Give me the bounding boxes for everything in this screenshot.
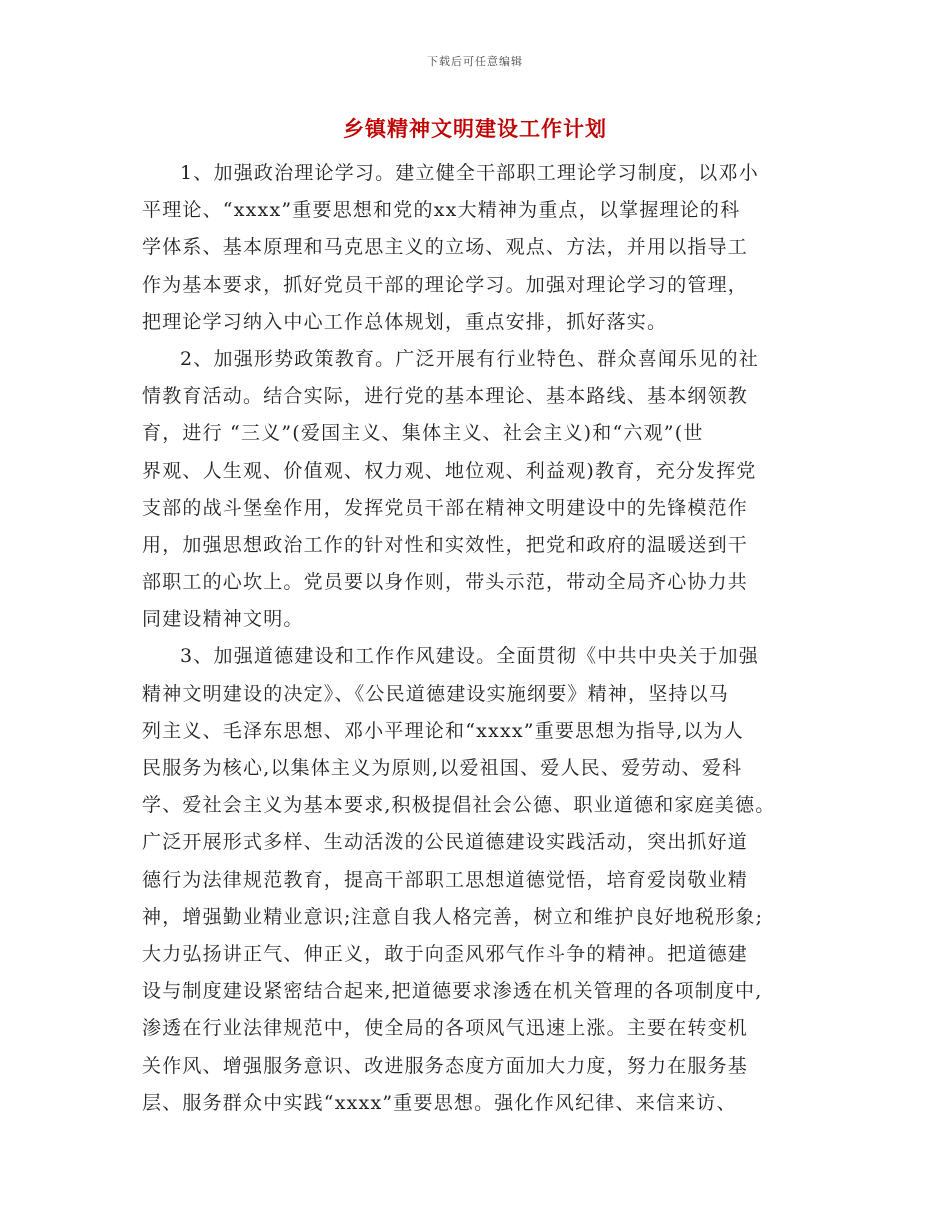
header-note: 下载后可任意编辑 bbox=[427, 55, 523, 68]
text-line: 渗透在行业法律规范中，使全局的各项风气迅速上涨。主要在转变机 bbox=[142, 1017, 749, 1040]
text-line: 关作风、增强服务意识、改进服务态度方面加大力度，努力在服务基 bbox=[142, 1054, 749, 1077]
text-line: 把理论学习纳入中心工作总体规划，重点安排，抓好落实。 bbox=[142, 310, 668, 333]
text-line: 广泛开展形式多样、生动活泼的公民道德建设实践活动，突出抓好道 bbox=[142, 831, 749, 854]
text-line: 精神文明建设的决定》、《公民道德建设实施纲要》精神，坚持以马 bbox=[142, 682, 730, 705]
document-body bbox=[142, 155, 812, 1122]
text-line: 大力弘扬讲正气、伸正义，敢于向歪风邪气作斗争的精神。把道德建 bbox=[142, 942, 749, 965]
text-line: 学、爱社会主义为基本要求,积极提倡社会公德、职业道德和家庭美德。 bbox=[142, 794, 776, 817]
text-line: 作为基本要求，抓好党员干部的理论学习。加强对理论学习的管理， bbox=[142, 273, 749, 296]
text-line: 用，加强思想政治工作的针对性和实效性，把党和政府的温暖送到干 bbox=[142, 533, 749, 556]
text-line: 育，进行 “三义”(爱国主义、集体主义、社会主义)和“六观”(世 bbox=[142, 422, 704, 445]
text-line: 民服务为核心,以集体主义为原则,以爱祖国、爱人民、爱劳动、爱科 bbox=[142, 757, 743, 779]
text-line: 情教育活动。结合实际，进行党的基本理论、基本路线、基本纲领教 bbox=[142, 385, 749, 408]
text-line: 1、加强政治理论学习。建立健全干部职工理论学习制度，以邓小 bbox=[180, 162, 759, 184]
text-line: 学体系、基本原理和马克思主义的立场、观点、方法，并用以指导工 bbox=[142, 236, 749, 259]
text-line: 层、服务群众中实践“xxxx”重要思想。强化作风纪律、来信来访、 bbox=[142, 1091, 737, 1114]
text-line: 设与制度建设紧密结合起来,把道德要求渗透在机关管理的各项制度中, bbox=[142, 980, 763, 1003]
text-line: 德行为法律规范教育，提高干部职工思想道德觉悟，培育爱岗敬业精 bbox=[142, 868, 749, 891]
text-line: 界观、人生观、价值观、权力观、地位观、利益观)教育，充分发挥党 bbox=[142, 459, 757, 482]
text-line: 部职工的心坎上。党员要以身作则，带头示范，带动全局齐心协力共 bbox=[142, 571, 749, 594]
text-line: 同建设精神文明。 bbox=[142, 608, 304, 631]
text-line: 2、加强形势政策教育。广泛开展有行业特色、群众喜闻乐见的社 bbox=[180, 347, 759, 370]
document-title: 乡镇精神文明建设工作计划 bbox=[343, 117, 607, 141]
text-line: 3、加强道德建设和工作作风建设。全面贯彻《中共中央关于加强 bbox=[180, 645, 759, 668]
text-line: 列主义、毛泽东思想、邓小平理论和“xxxx”重要思想为指导,以为人 bbox=[142, 719, 744, 742]
text-line: 支部的战斗堡垒作用，发挥党员干部在精神文明建设中的先锋模范作 bbox=[142, 496, 749, 519]
text-line: 神，增强勤业精业意识;注意自我人格完善，树立和维护良好地税形象; bbox=[142, 905, 764, 928]
text-line: 平理论、“xxxx”重要思想和党的xx大精神为重点，以掌握理论的科 bbox=[142, 199, 741, 222]
